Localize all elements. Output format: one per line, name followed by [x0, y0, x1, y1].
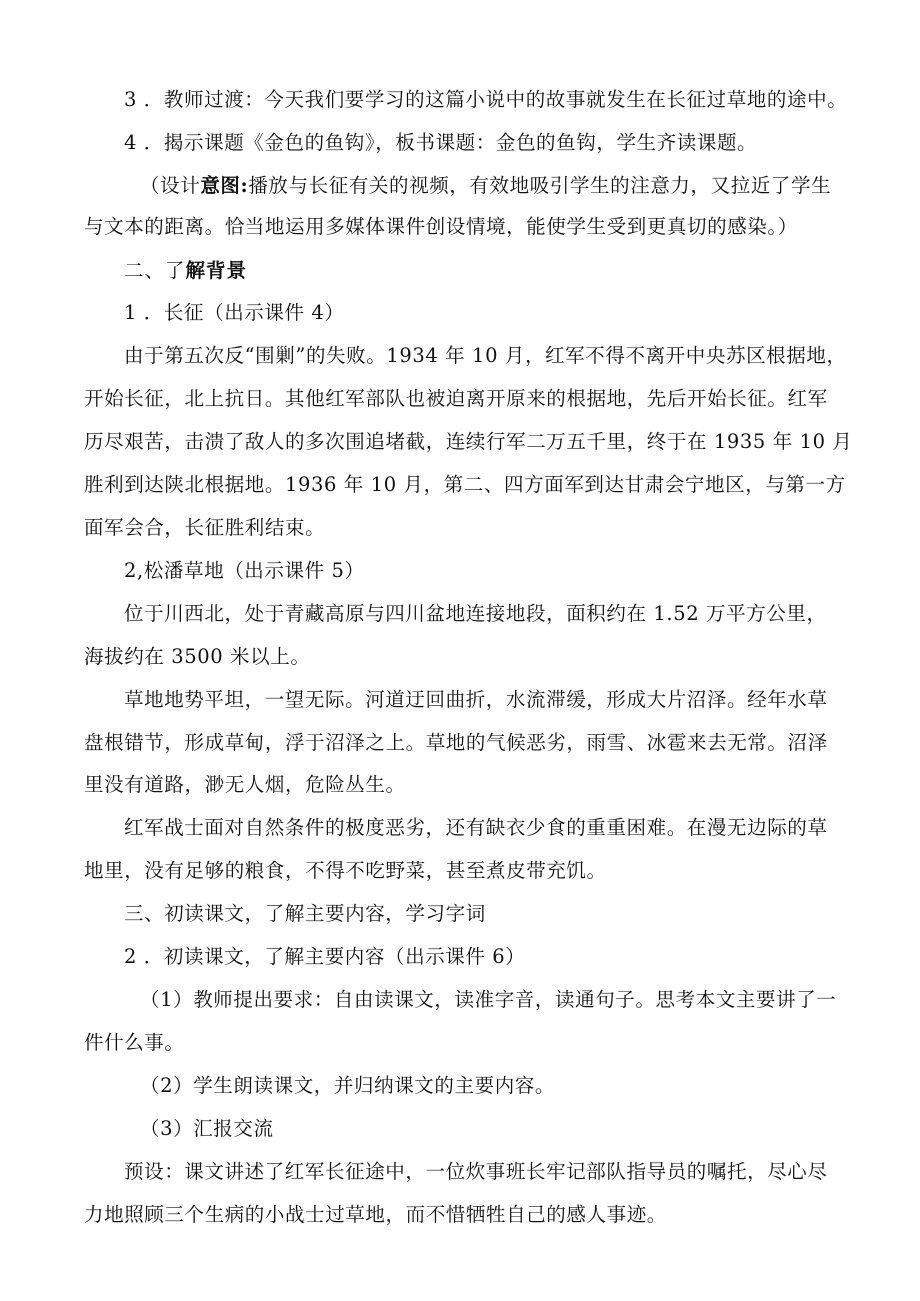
section-heading-2-bold: 解背景 [185, 259, 248, 282]
songpan-line-1: 位于川西北，处于青藏高原与四川盆地连接地段，面积约在 1.52 万平方公里， [124, 602, 827, 625]
design-intent-line-1 [140, 173, 831, 199]
design-intent-text: 播放与长征有关的视频，有效地吸引学生的注意力，又拉近了学生 [248, 174, 832, 197]
preset-line-2: 力地照顾三个生病的小战士过草地，而不惜牺牲自己的感人事迹。 [84, 1203, 667, 1226]
design-intent-label: 意图: [200, 174, 249, 197]
grassland-line-3: 里没有道路，渺无人烟，危险丛生。 [84, 773, 406, 796]
long-march-line-5: 面军会合，长征胜利结束。 [84, 516, 326, 539]
grassland-line-1: 草地地势平坦，一望无际。河道迂回曲折，水流滞缓，形成大片沼泽。经年水草 [124, 688, 828, 711]
grassland-line-2: 盘根错节，形成草甸，浮于沼泽之上。草地的气候恶劣，雨雪、冰雹来去无常。沼泽 [84, 731, 828, 754]
subheading-first-reading: 2 ．初读课文，了解主要内容（出示课件 6） [124, 945, 526, 968]
subheading-songpan: 2,松潘草地（出示课件 5） [124, 559, 365, 582]
long-march-line-1: 由于第五次反“围剿”的失败。1934 年 10 月，红军不得不离开中央苏区根据地， [124, 344, 847, 367]
long-march-line-2: 开始长征，北上抗日。其他红军部队也被迫离开原来的根据地，先后开始长征。红军 [84, 387, 828, 410]
item-1-line-1: （1）教师提出要求：自由读课文，读准字音，读通句子。思考本文主要讲了一 [140, 988, 837, 1011]
item-1-line-2: 件什么事。 [84, 1031, 185, 1054]
long-march-line-4: 胜利到达陕北根据地。1936 年 10 月，第二、四方面军到达甘肃会宁地区，与第一方 [84, 473, 846, 496]
section-heading-3: 三、初读课文，了解主要内容，学习字词 [124, 902, 486, 925]
subheading-long-march: 1 ．长征（出示课件 4） [124, 301, 345, 324]
design-intent-prefix: （设计 [140, 174, 201, 197]
songpan-line-2: 海拔约在 3500 米以上。 [84, 645, 311, 668]
preset-line-1: 预设：课文讲述了红军长征途中，一位炊事班长牢记部队指导员的嘱托，尽心尽 [124, 1160, 828, 1183]
design-intent-line-2: 与文本的距离。恰当地运用多媒体课件创设情境，能使学生受到更真切的感染。） [84, 215, 798, 238]
item-2: （2）学生朗读课文，并归纳课文的主要内容。 [140, 1074, 556, 1097]
red-army-line-2: 地里，没有足够的粮食，不得不吃野菜，甚至煮皮带充饥。 [84, 859, 607, 882]
section-heading-2-prefix: 二、了 [124, 259, 186, 282]
section-heading-2 [124, 258, 247, 284]
paragraph-step-4: 4 ．揭示课题《金色的鱼钩》，板书课题：金色的鱼钩，学生齐读课题。 [124, 131, 758, 154]
red-army-line-1: 红军战士面对自然条件的极度恶劣，还有缺衣少食的重重困难。在漫无边际的草 [124, 816, 828, 839]
item-3: （3）汇报交流 [140, 1117, 274, 1140]
long-march-line-3: 历尽艰苦，击溃了敌人的多次围追堵截，连续行军二万五千里，终于在 1935 年 10 月 [84, 430, 853, 453]
paragraph-step-3: 3 ．教师过渡：今天我们要学习的这篇小说中的故事就发生在长征过草地的途中。 [124, 88, 848, 111]
